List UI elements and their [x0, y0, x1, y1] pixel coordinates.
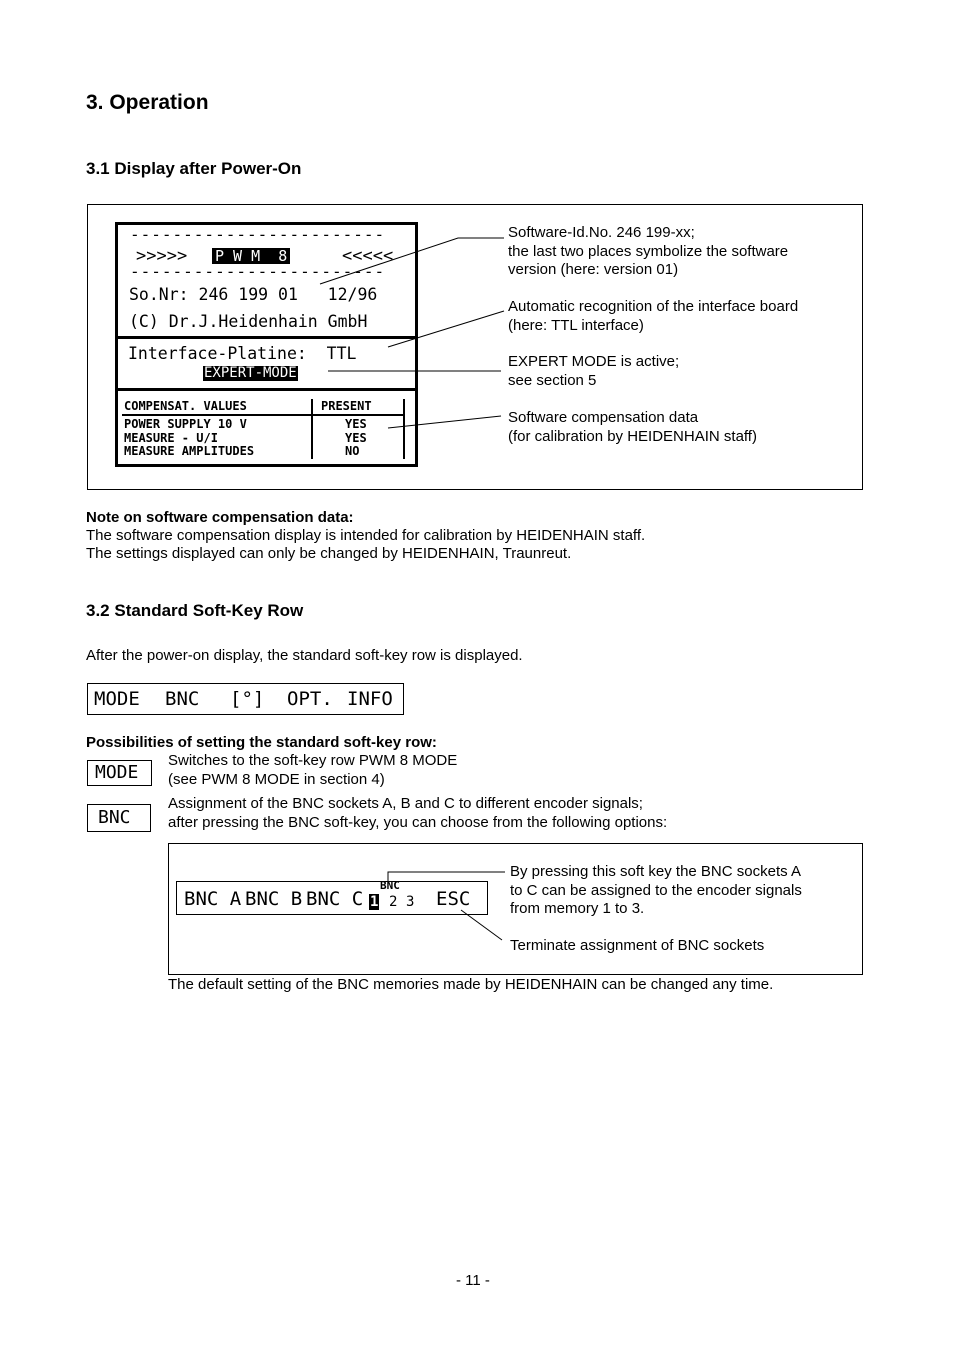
softkey-bnc-c[interactable]: BNC C	[306, 888, 364, 910]
mode-key[interactable]: MODE	[87, 760, 152, 786]
comp-row-label: MEASURE AMPLITUDES	[124, 444, 255, 458]
lcd-dashes-top: ------------------------	[130, 225, 386, 244]
mode-description-1: Switches to the soft-key row PWM 8 MODE	[168, 752, 458, 769]
callout-expert	[508, 353, 679, 390]
softkey-degree[interactable]: [°]	[230, 688, 265, 710]
bnc-description-1: Assignment of the BNC sockets A, B and C to different encoder signals;	[168, 795, 643, 812]
callout-bnc-memory	[510, 863, 802, 919]
bnc-softkey-row	[176, 881, 488, 915]
callout-line: By pressing this soft key the BNC sockets A	[510, 863, 801, 880]
callout-interface	[508, 298, 798, 335]
callout-compensation	[508, 409, 757, 446]
standard-softkey-row	[87, 683, 404, 715]
comp-row-value: YES	[345, 417, 367, 431]
bnc-key[interactable]: BNC	[87, 804, 151, 832]
bnc-memory-1[interactable]: 1	[370, 894, 379, 910]
lcd-dashes-mid: ------------------------	[130, 262, 386, 281]
bnc-memory-2[interactable]: 2	[389, 894, 398, 910]
callout-line: (for calibration by HEIDENHAIN staff)	[508, 427, 757, 445]
softkey-bnc-b[interactable]: BNC B	[245, 888, 303, 910]
callout-line: to C can be assigned to the encoder signals	[510, 881, 802, 899]
softkey-esc[interactable]: ESC	[436, 888, 471, 910]
softkey-mode[interactable]: MODE	[94, 688, 140, 710]
comp-header: COMPENSAT. VALUES	[124, 399, 247, 413]
lcd-arrows-left: >>>>>	[136, 246, 188, 266]
comp-row-label: POWER SUPPLY 10 V	[124, 417, 247, 431]
bnc-memory-label: BNC	[380, 879, 400, 892]
softkey-info[interactable]: INFO	[347, 688, 393, 710]
lcd-arrows-right: <<<<<	[342, 246, 394, 266]
comp-row-label: MEASURE - U/I	[124, 430, 218, 445]
bnc-footer-note: The default setting of the BNC memories made by HEIDENHAIN can be changed any time.	[168, 976, 774, 993]
section-title-softkeys: 3.2 Standard Soft-Key Row	[86, 601, 304, 620]
note-line-2: The settings displayed can only be changed by HEIDENHAIN, Traunreut.	[86, 545, 572, 562]
lcd-copyright: (C) Dr.J.Heidenhain GmbH	[129, 312, 368, 331]
comp-row-value: YES	[345, 430, 367, 445]
callout-line: version (here: version 01)	[508, 261, 679, 278]
callout-line: Software-Id.No. 246 199-xx;	[508, 224, 695, 241]
note-title: Note on software compensation data:	[86, 509, 354, 526]
present-header: PRESENT	[321, 399, 372, 413]
comp-row-value: NO	[345, 444, 360, 458]
callout-line: the last two places symbolize the software	[508, 242, 789, 260]
lcd-model-label: P W M 8	[212, 248, 290, 264]
callout-software-id	[508, 224, 788, 280]
callout-line: from memory 1 to 3.	[510, 900, 645, 917]
lcd-serial-number: So.Nr: 246 199 01 12/96	[129, 285, 378, 304]
lcd-expert-mode: EXPERT-MODE	[204, 365, 297, 381]
page-number: - 11 -	[456, 1272, 490, 1289]
page-heading: 3. Operation	[86, 91, 209, 114]
softkey-bnc[interactable]: BNC	[165, 688, 200, 710]
bnc-description-2: after pressing the BNC soft-key, you can choose from the following options:	[168, 814, 668, 831]
bnc-memory-3[interactable]: 3	[406, 894, 415, 910]
softkey-opt[interactable]: OPT.	[287, 688, 333, 710]
callout-line: EXPERT MODE is active;	[508, 353, 680, 370]
section-title-display: 3.1 Display after Power-On	[86, 159, 302, 178]
lcd-interface: Interface-Platine: TTL	[128, 344, 357, 363]
softkey-bnc-a[interactable]: BNC A	[184, 888, 242, 910]
callout-line: Software compensation data	[508, 409, 699, 426]
note-line-1: The software compensation display is intended for calibration by HEIDENHAIN staff.	[86, 527, 646, 544]
callout-line: (here: TTL interface)	[508, 316, 644, 334]
callout-line: see section 5	[508, 371, 597, 389]
callout-esc: Terminate assignment of BNC sockets	[510, 937, 765, 954]
possibilities-title: Possibilities of setting the standard soft-key row:	[86, 734, 437, 751]
softkey-intro: After the power-on display, the standard soft-key row is displayed.	[86, 647, 523, 664]
mode-description-2: (see PWM 8 MODE in section 4)	[168, 771, 385, 788]
callout-line: Automatic recognition of the interface board	[508, 298, 799, 315]
